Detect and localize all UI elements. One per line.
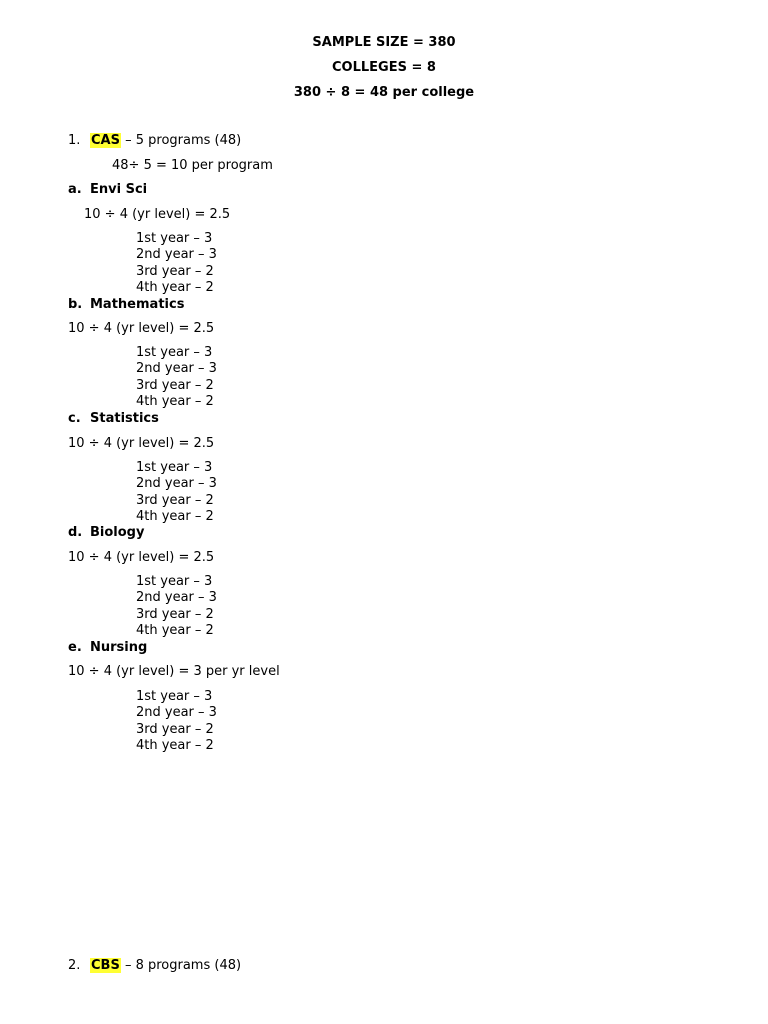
- program-calc: 10 ÷ 4 (yr level) = 2.5: [84, 207, 231, 222]
- list-item: 2nd year – 3: [136, 705, 217, 721]
- list-item: 1st year – 3: [136, 231, 213, 246]
- program-calc: 10 ÷ 4 (yr level) = 2.5: [68, 550, 215, 565]
- program-calc: 10 ÷ 4 (yr level) = 2.5: [68, 321, 215, 336]
- program-letter: b.: [68, 297, 83, 312]
- list-item: 4th year – 2: [136, 737, 214, 753]
- list-item: 3rd year – 2: [136, 492, 214, 508]
- program-name: Statistics: [90, 411, 159, 426]
- program-heading-mathematics: [68, 297, 184, 313]
- program-heading-envi-sci: [68, 182, 147, 198]
- list-item: 1st year – 3: [136, 689, 213, 704]
- college-programs: – 5 programs (48): [120, 133, 242, 148]
- year-list: [136, 231, 217, 296]
- list-item: 4th year – 2: [136, 622, 214, 638]
- program-heading-statistics: [68, 411, 159, 427]
- program-name: Envi Sci: [90, 182, 148, 197]
- college-heading-cas: [68, 133, 241, 149]
- list-item: 2nd year – 3: [136, 476, 217, 492]
- college-programs: – 8 programs (48): [120, 958, 242, 973]
- year-list: [136, 574, 217, 639]
- program-calc: 10 ÷ 4 (yr level) = 2.5: [68, 436, 215, 451]
- program-name: Mathematics: [90, 297, 185, 312]
- list-item: 1st year – 3: [136, 460, 213, 475]
- header-per-college: 380 ÷ 8 = 48 per college: [293, 85, 475, 100]
- list-item: 2nd year – 3: [136, 590, 217, 606]
- list-item: 1st year – 3: [136, 574, 213, 589]
- year-list: [136, 345, 217, 410]
- college-number: 2.: [68, 958, 81, 973]
- program-letter: a.: [68, 182, 82, 197]
- college-subcalc: 48÷ 5 = 10 per program: [112, 158, 273, 173]
- list-item: 3rd year – 2: [136, 721, 214, 737]
- program-heading-nursing: [68, 640, 147, 656]
- list-item: 4th year – 2: [136, 508, 214, 524]
- list-item: 4th year – 2: [136, 279, 214, 295]
- list-item: 3rd year – 2: [136, 263, 214, 279]
- list-item: 2nd year – 3: [136, 247, 217, 263]
- program-letter: d.: [68, 525, 83, 540]
- program-name: Nursing: [90, 640, 148, 655]
- list-item: 1st year – 3: [136, 345, 213, 360]
- list-item: 4th year – 2: [136, 393, 214, 409]
- list-item: 3rd year – 2: [136, 606, 214, 622]
- program-calc: 10 ÷ 4 (yr level) = 3 per yr level: [68, 664, 280, 679]
- college-heading-cbs: [68, 958, 241, 974]
- college-code-highlight: CBS: [91, 958, 120, 973]
- header-sample-size: SAMPLE SIZE = 380: [312, 35, 456, 50]
- year-list: [136, 689, 217, 754]
- program-heading-biology: [68, 525, 144, 541]
- college-code-highlight: CAS: [91, 133, 120, 148]
- year-list: [136, 460, 217, 525]
- program-name: Biology: [90, 525, 145, 540]
- list-item: 2nd year – 3: [136, 361, 217, 377]
- list-item: 3rd year – 2: [136, 377, 214, 393]
- program-letter: c.: [68, 411, 81, 426]
- program-letter: e.: [68, 640, 82, 655]
- college-number: 1.: [68, 133, 81, 148]
- header-colleges: COLLEGES = 8: [332, 60, 436, 75]
